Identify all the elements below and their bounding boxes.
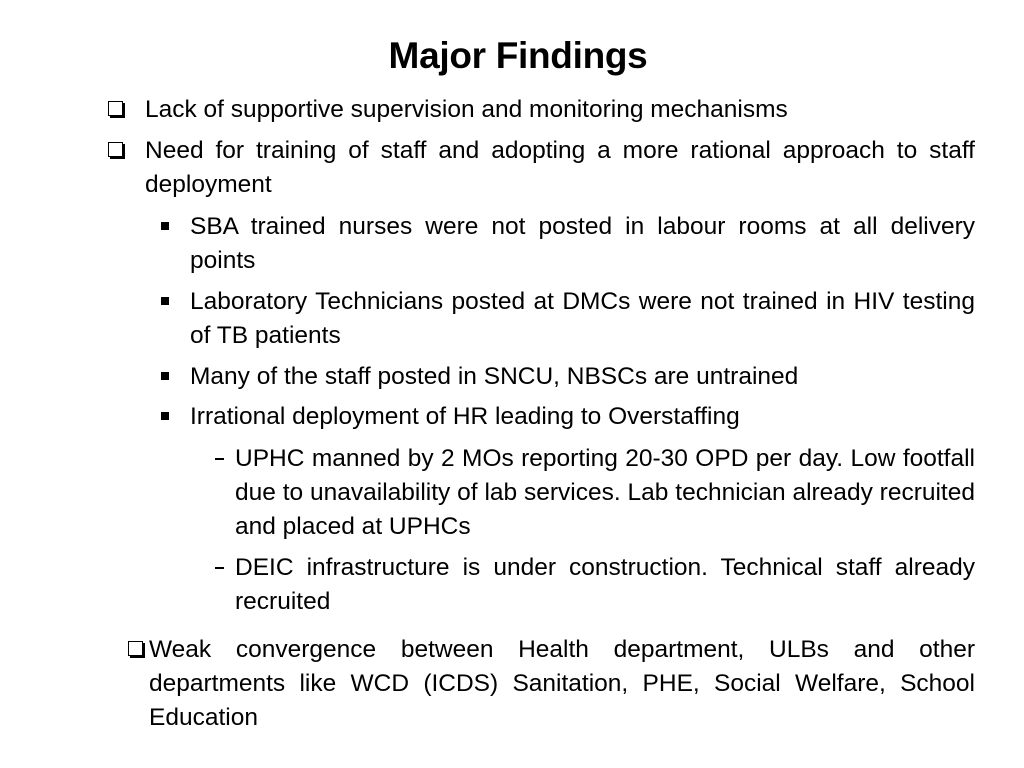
sub-bullet-sba-nurses	[190, 210, 975, 278]
square-bullet-icon	[161, 297, 169, 305]
checkbox-bullet-icon	[128, 641, 143, 656]
square-bullet-icon	[161, 222, 169, 230]
square-bullet-icon	[161, 412, 169, 420]
bullet-supervision	[145, 93, 905, 127]
slide-title: Major Findings	[388, 35, 648, 76]
sub-bullet-text: SBA trained nurses were not posted in labour rooms at all delivery points	[190, 213, 975, 274]
sub-bullet-sncu-staff	[190, 360, 975, 394]
square-bullet-icon	[161, 372, 169, 380]
sub-bullet-text: Many of the staff posted in SNCU, NBSCs are untrained	[190, 363, 799, 390]
bullet-text: Need for training of staff and adopting a more rational approach to staff deployment	[145, 137, 975, 198]
sub-sub-bullet-deic	[235, 551, 975, 619]
sub-sub-bullet-text: UPHC manned by 2 MOs reporting 20-30 OPD per day. Low footfall due to unavailability of lab services. Lab technician already recruited and placed at UPHCs	[235, 445, 975, 540]
checkbox-bullet-icon	[108, 101, 123, 116]
checkbox-bullet-icon	[108, 142, 123, 157]
sub-bullet-text: Laboratory Technicians posted at DMCs were not trained in HIV testing of TB patients	[190, 288, 975, 349]
dash-bullet-icon	[215, 567, 224, 569]
bullet-text: Weak convergence between Health department, ULBs and other departments like WCD (ICDS) Sanitation, PHE, Social Welfare, School Education	[149, 636, 975, 731]
sub-bullet-lab-technicians	[190, 285, 975, 353]
sub-sub-bullet-uphc	[235, 442, 975, 544]
dash-bullet-icon	[215, 458, 224, 460]
sub-bullet-hr-deployment	[190, 400, 975, 434]
bullet-text: Lack of supportive supervision and monitoring mechanisms	[145, 96, 788, 123]
bullet-training	[145, 134, 975, 202]
sub-sub-bullet-text: DEIC infrastructure is under construction. Technical staff already recruited	[235, 554, 975, 615]
sub-bullet-text: Irrational deployment of HR leading to Overstaffing	[190, 403, 740, 430]
bullet-convergence	[149, 633, 975, 735]
